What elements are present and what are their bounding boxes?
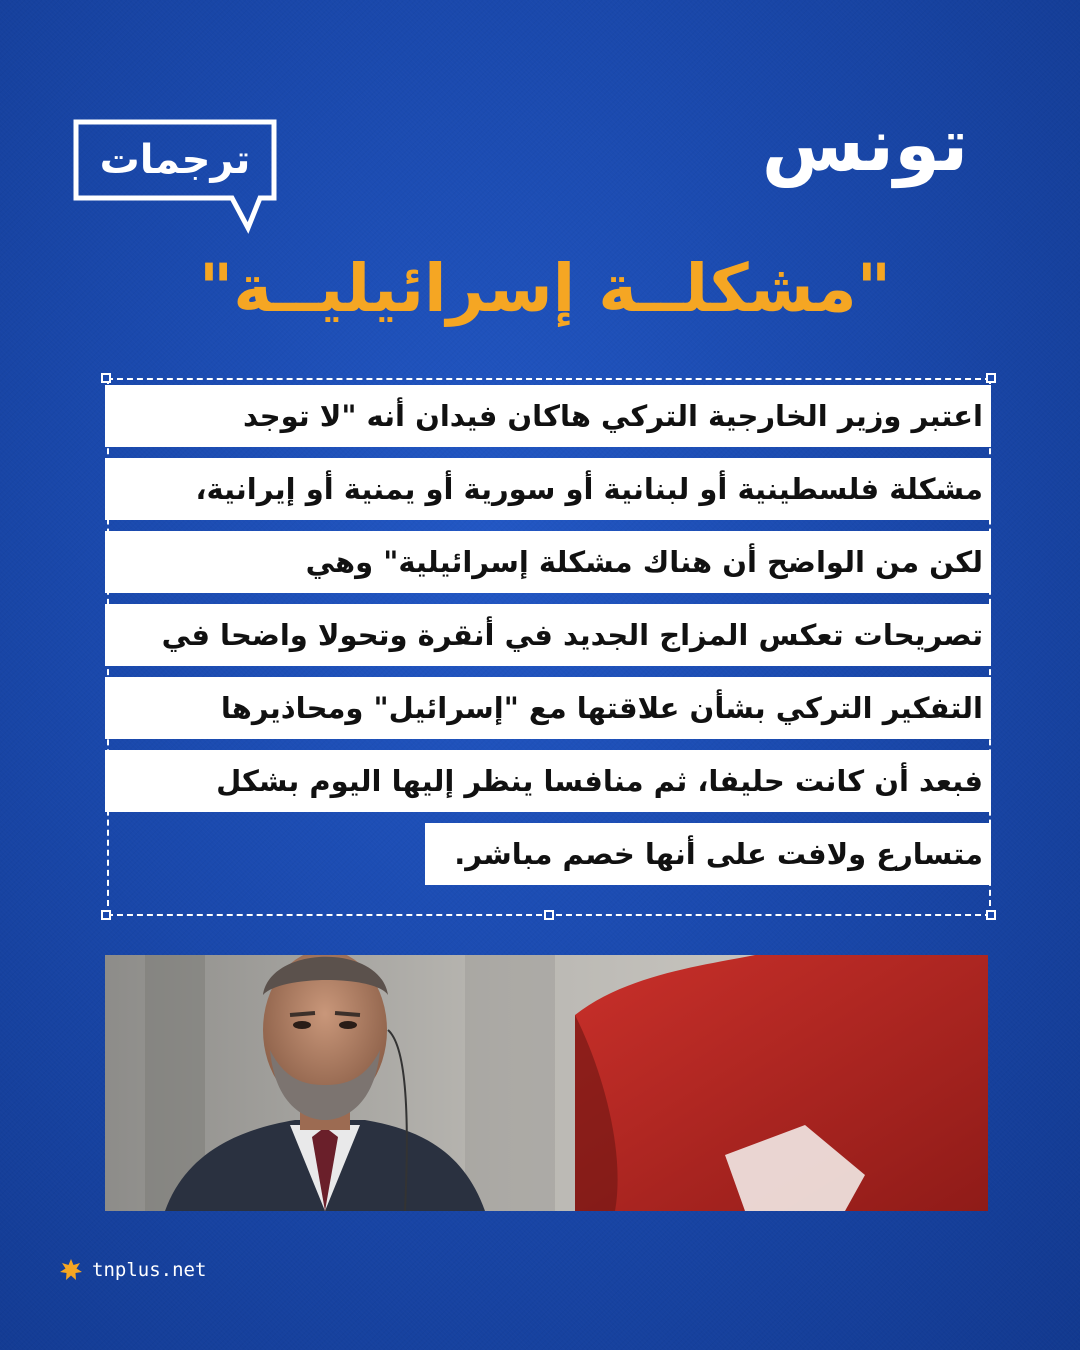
body-line: اعتبر وزير الخارجية التركي هاكان فيدان أنه "لا توجد: [105, 385, 991, 447]
portrait-illustration: [105, 955, 988, 1211]
body-line: تصريحات تعكس المزاج الجديد في أنقرة وتحولا واضحا في: [105, 604, 991, 666]
frame-handle-top-left: [101, 373, 111, 383]
body-line: متسارع ولافت على أنها خصم مباشر.: [425, 823, 991, 885]
frame-handle-bottom-center: [544, 910, 554, 920]
body-line: مشكلة فلسطينية أو لبنانية أو سورية أو يمنية أو إيرانية،: [105, 458, 991, 520]
page-title: "مشكلــة إسرائيليــة": [198, 249, 892, 327]
badge-label: ترجمات: [99, 137, 251, 183]
starburst-icon: [60, 1259, 82, 1281]
portrait-photo: [105, 955, 988, 1211]
body-line: فبعد أن كانت حليفا، ثم منافسا ينظر إليها اليوم بشكل: [105, 750, 991, 812]
frame-handle-bottom-left: [101, 910, 111, 920]
frame-handle-top-right: [986, 373, 996, 383]
frame-handle-bottom-right: [986, 910, 996, 920]
brand-logo: تونس: [761, 102, 969, 188]
website-footer: [60, 1255, 206, 1285]
translations-badge: [70, 110, 280, 235]
body-line: التفكير التركي بشأن علاقتها مع "إسرائيل" ومحاذيرها: [105, 677, 991, 739]
body-line: لكن من الواضح أن هناك مشكلة إسرائيلية" وهي: [105, 531, 991, 593]
website-link[interactable]: tnplus.net: [92, 1259, 207, 1281]
